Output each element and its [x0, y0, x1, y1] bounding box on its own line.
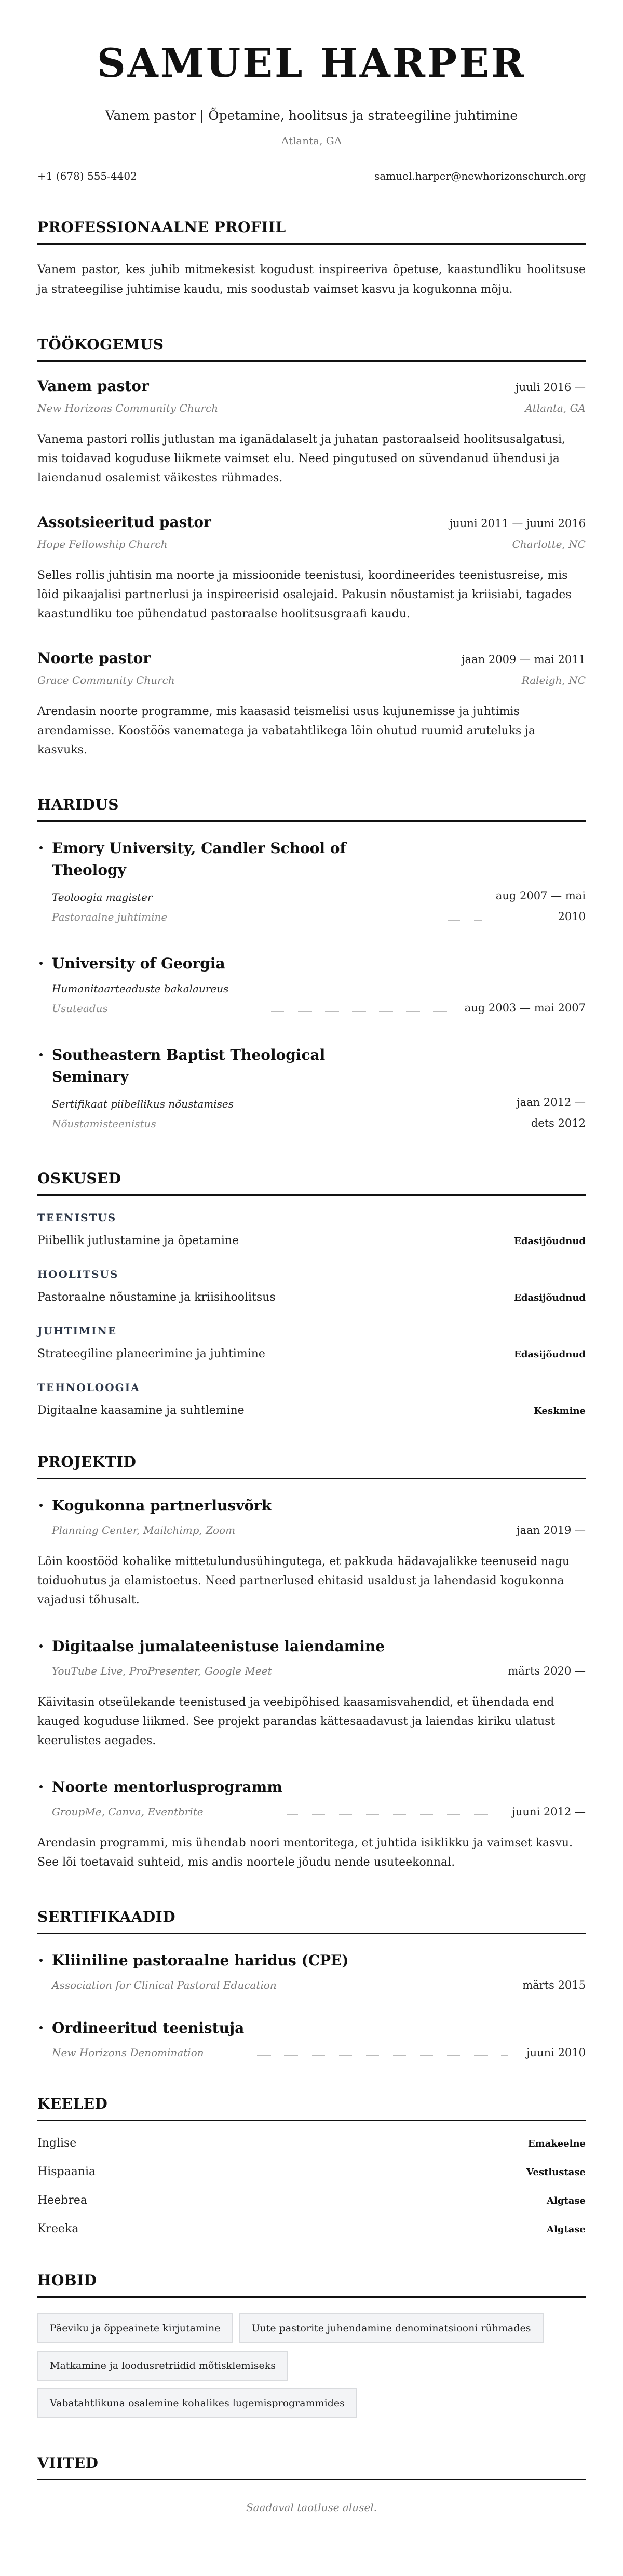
language-row [37, 2222, 586, 2235]
school-name: Southeastern Baptist Theological Seminary [52, 1046, 326, 1085]
project-date: jaan 2019 — [517, 1523, 586, 1536]
skill-category-name: TEENISTUS [37, 1211, 117, 1224]
field-of-study: Pastoraalne juhtimine [52, 910, 168, 923]
education-entry [37, 1044, 586, 1134]
bullet-icon [39, 962, 43, 965]
hobby-tag: Matkamine ja loodusretriidid mõtisklemiseks [37, 2351, 288, 2381]
languages-section [37, 2095, 586, 2235]
hobby-tag: Uute pastorite juhendamine denominatsiooni rühmades [239, 2313, 544, 2343]
project-entry [37, 1776, 586, 1872]
skill-level: Edasijõudnud [514, 1235, 586, 1247]
job-location: Atlanta, GA [525, 401, 586, 414]
project-description: Käivitasin otseülekande teenistused ja veebipõhised kaasamisvahendid, et ühendada end kauged koguduse liikmed. See projekt parandas kättesaadavust ja laiendas kiriku ulatust keerulistes aegades. [37, 1695, 556, 1747]
section-title: PROJEKTID [37, 1453, 586, 1479]
certification-name: Ordineeritud teenistuja [52, 2019, 245, 2036]
section-title: PROFESSIONAALNE PROFIIL [37, 219, 586, 245]
field-of-study: Nõustamisteenistus [52, 1117, 156, 1130]
candidate-name: SAMUEL HARPER [97, 40, 526, 86]
bullet-icon [39, 1785, 43, 1788]
project-date: juuni 2012 — [512, 1805, 586, 1818]
profile-section [37, 219, 586, 300]
skill-category [37, 1381, 586, 1417]
project-tools: YouTube Live, ProPresenter, Google Meet [52, 1664, 272, 1677]
skill-category-name: JUHTIMINE [37, 1324, 117, 1337]
language-name: Kreeka [37, 2222, 79, 2235]
email-link[interactable]: samuel.harper@newhorizonschurch.org [374, 169, 586, 182]
phone: +1 (678) 555-4402 [37, 169, 137, 182]
contact-row [37, 170, 586, 182]
job-entry [37, 377, 586, 488]
project-description: Lõin koostööd kohalike mittetulundusühingutega, et pakkuda hädavajalikke teenuseid nagu toiduohutus ja elamistoetus. Need partnerlused ehitasid usaldust ja lahendasid kogukonna vajadusi tõhusalt. [37, 1555, 570, 1607]
hobby-tag: Päeviku ja õppeainete kirjutamine [37, 2313, 233, 2343]
language-level: Algtase [547, 2195, 586, 2206]
job-org: Grace Community Church [37, 673, 175, 686]
job-title: Vanem pastor [37, 377, 149, 395]
skill-level: Edasijõudnud [514, 1292, 586, 1303]
job-date: jaan 2009 — mai 2011 [462, 653, 586, 666]
job-org: New Horizons Community Church [37, 401, 219, 414]
certification-date: juuni 2010 [526, 2046, 586, 2059]
skill-name: Strateegiline planeerimine ja juhtimine [37, 1347, 265, 1360]
language-level: Algtase [547, 2223, 586, 2235]
skill-category-name: TEHNOLOOGIA [37, 1381, 140, 1394]
certification-issuer: New Horizons Denomination [52, 2046, 204, 2059]
job-entry [37, 514, 586, 624]
dotted-leader [448, 920, 482, 921]
job-entry [37, 650, 586, 760]
education-date: aug 2007 — mai 2010 [495, 889, 586, 923]
project-name: Kogukonna partnerlusvõrk [52, 1496, 272, 1514]
job-location: Charlotte, NC [512, 537, 586, 550]
education-date: aug 2003 — mai 2007 [464, 1001, 586, 1014]
references-section [37, 2454, 586, 2514]
job-date: juuli 2016 — [516, 381, 586, 394]
language-level: Vestlustase [526, 2166, 586, 2178]
section-title: SERTIFIKAADID [37, 1908, 586, 1934]
certification-issuer: Association for Clinical Pastoral Education [52, 1978, 277, 1991]
dotted-leader [287, 1814, 494, 1815]
field-of-study: Usuteadus [52, 1002, 108, 1015]
profile-text: Vanem pastor, kes juhib mitmekesist kogudust inspireeriva õpetuse, kaastundliku hoolitsuse ja strateegilise juhtimise kaudu, mis soodustab vaimset kasvu ja kogukonna mõju. [37, 263, 586, 296]
bullet-icon [39, 1644, 43, 1648]
project-entry [37, 1636, 586, 1750]
language-level: Emakeelne [527, 2138, 586, 2149]
project-tools: Planning Center, Mailchimp, Zoom [52, 1523, 236, 1536]
job-description: Vanema pastori rollis jutlustan ma iganädalaselt ja juhatan pastoraalseid hoolitsusalgatusi, mis toidavad koguduse liikmete vaimset elu. Need pingutused on süvendanud ühendusi ja laiendanud osalemist väikestes rühmades. [37, 433, 565, 484]
hobby-tag: Vabatahtlikuna osalemine kohalikes lugemisprogrammides [37, 2388, 357, 2418]
job-description: Arendasin noorte programme, mis kaasasid teismelisi usus kujunemisse ja juhtimis arendamisse. Koostöös vanematega ja vabatahtlikega lõin ohutud ruumid aruteluks ja kasvuks. [37, 705, 536, 757]
job-title: Noorte pastor [37, 649, 151, 667]
project-entry [37, 1495, 586, 1610]
language-row [37, 2137, 586, 2150]
tagline: Vanem pastor | Õpetamine, hoolitsus ja strateegiline juhtimine [105, 107, 518, 123]
location: Atlanta, GA [281, 134, 342, 147]
certifications-section [37, 1908, 586, 2059]
resume-header [37, 42, 586, 182]
degree: Humanitaarteaduste bakalaureus [52, 982, 229, 995]
experience-section [37, 336, 586, 760]
education-entry [37, 953, 586, 1018]
language-row [37, 2194, 586, 2207]
hobby-tags [37, 2313, 586, 2418]
skill-level: Keskmine [534, 1405, 586, 1417]
skill-category-name: HOOLITSUS [37, 1267, 119, 1280]
bullet-icon [39, 1959, 43, 1962]
bullet-icon [39, 1053, 43, 1056]
language-row [37, 2165, 586, 2178]
project-name: Noorte mentorlusprogramm [52, 1778, 282, 1796]
job-date: juuni 2011 — juuni 2016 [449, 517, 586, 530]
job-description: Selles rollis juhtisin ma noorte ja missioonide teenistusi, koordineerides teenistusreise, mis lõid pikaajalisi partnerlusi ja inspireerisid osalejaid. Pakusin nõustamist ja kriisiabi, tagades kaastundliku toe pühendatud pastoraalse hoolitsusgraafi kaudu. [37, 569, 572, 621]
bullet-icon [39, 2026, 43, 2029]
language-name: Hispaania [37, 2165, 96, 2178]
language-name: Heebrea [37, 2193, 87, 2207]
skill-category [37, 1268, 586, 1304]
job-org: Hope Fellowship Church [37, 537, 168, 550]
skills-section [37, 1170, 586, 1417]
dotted-leader [260, 1011, 454, 1012]
skill-name: Digitaalne kaasamine ja suhtlemine [37, 1404, 245, 1417]
degree: Sertifikaat piibellikus nõustamises [52, 1097, 234, 1110]
certification-entry [37, 1950, 586, 1991]
references-note: Saadaval taotluse alusel. [246, 2501, 377, 2514]
language-name: Inglise [37, 2136, 77, 2150]
section-title: OSKUSED [37, 1170, 586, 1196]
skill-name: Pastoraalne nõustamine ja kriisihoolitsus [37, 1290, 276, 1304]
school-name: University of Georgia [52, 954, 225, 972]
bullet-icon [39, 846, 43, 849]
projects-section [37, 1453, 586, 1872]
skill-category [37, 1325, 586, 1360]
education-date: jaan 2012 — dets 2012 [517, 1096, 586, 1129]
degree: Teoloogia magister [52, 891, 153, 903]
education-section [37, 796, 586, 1134]
certification-entry [37, 2017, 586, 2059]
dotted-leader [251, 2055, 508, 2056]
section-title: VIITED [37, 2454, 586, 2480]
school-name: Emory University, Candler School of Theology [52, 839, 346, 879]
hobbies-section [37, 2272, 586, 2418]
certification-date: märts 2015 [522, 1978, 586, 1991]
job-location: Raleigh, NC [521, 673, 586, 686]
job-title: Assotsieeritud pastor [37, 513, 211, 531]
project-description: Arendasin programmi, mis ühendab noori mentoritega, et juhtida isiklikku ja vaimset kasvu. See lõi toetavaid suhteid, mis andis noortele jõudu nende usuteekonnal. [37, 1836, 573, 1869]
section-title: HOBID [37, 2272, 586, 2298]
section-title: TÖÖKOGEMUS [37, 336, 586, 362]
project-tools: GroupMe, Canva, Eventbrite [52, 1805, 204, 1818]
section-title: KEELED [37, 2095, 586, 2121]
bullet-icon [39, 1504, 43, 1507]
skill-level: Edasijõudnud [514, 1348, 586, 1360]
education-entry [37, 838, 586, 927]
project-name: Digitaalse jumalateenistuse laiendamine [52, 1637, 385, 1655]
skill-category [37, 1211, 586, 1247]
project-date: märts 2020 — [508, 1664, 586, 1677]
certification-name: Kliiniline pastoraalne haridus (CPE) [52, 1951, 349, 1969]
section-title: HARIDUS [37, 796, 586, 822]
skill-name: Piibellik jutlustamine ja õpetamine [37, 1234, 239, 1247]
